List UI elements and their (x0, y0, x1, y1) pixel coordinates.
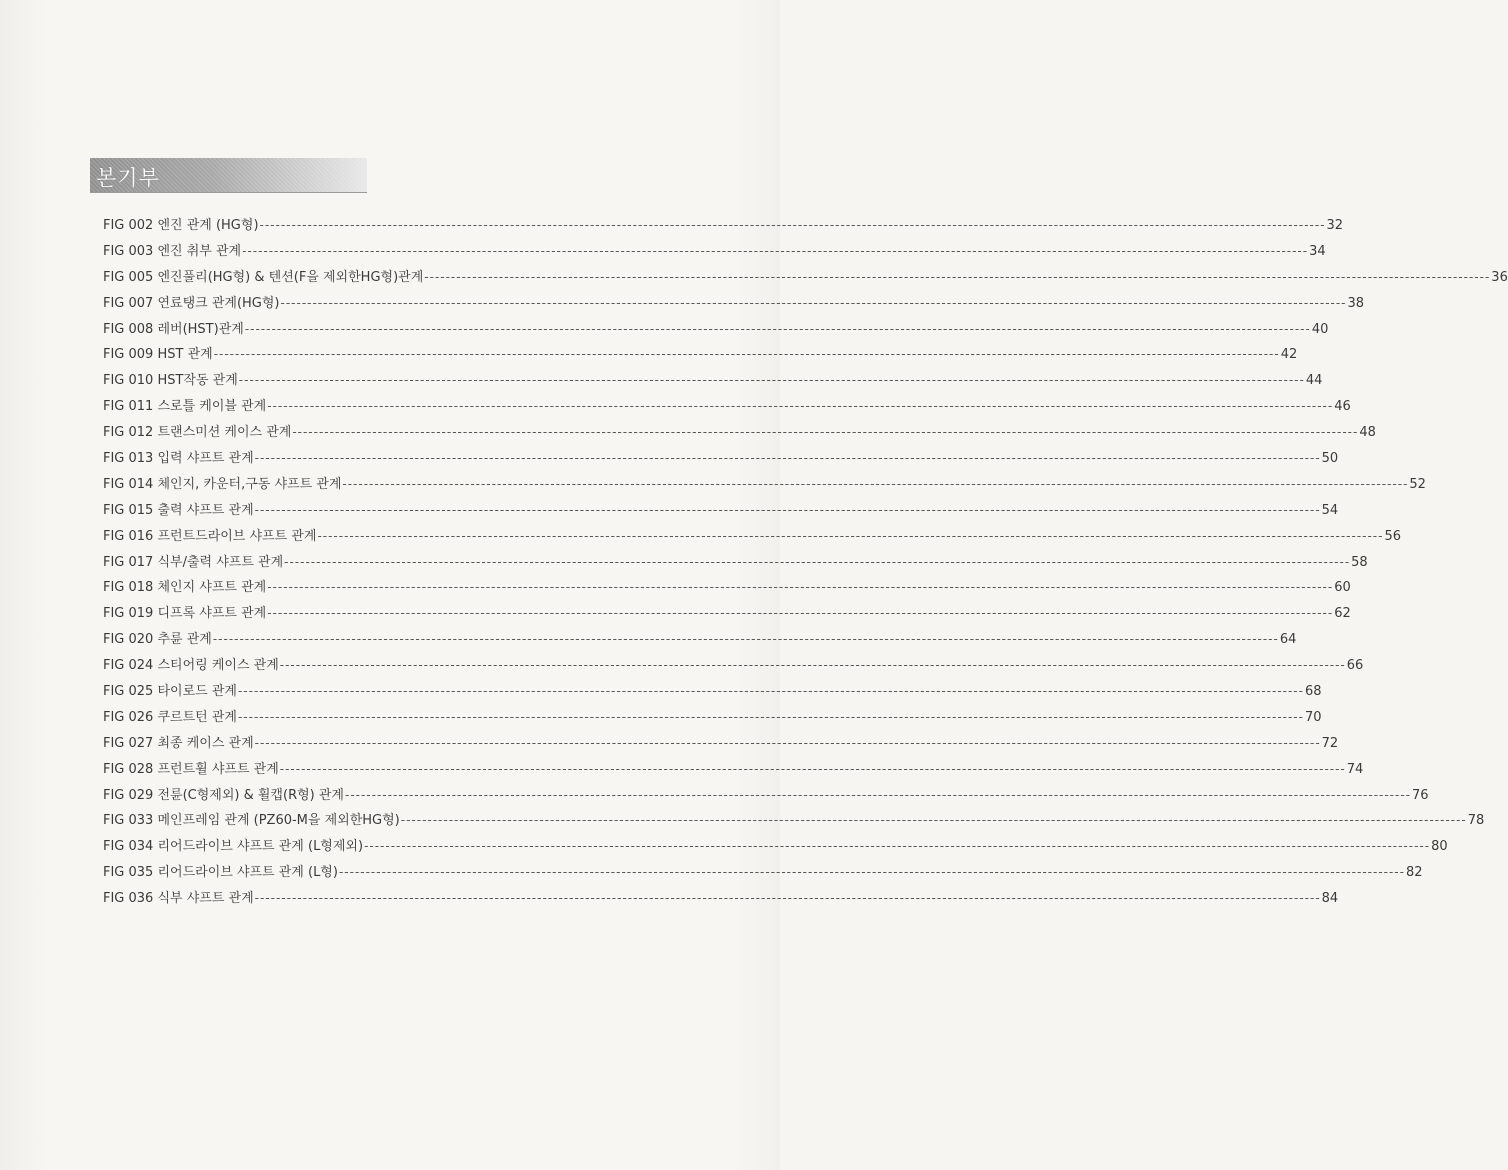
toc-entry-page-number: 76 (1412, 787, 1429, 803)
toc-entry[interactable] (103, 265, 1508, 291)
toc-entry-label: FIG 029 전륜(C형제외) & 휠캡(R형) 관계 (103, 787, 344, 803)
toc-entry-label: FIG 007 연료탱크 관계(HG형) (103, 295, 280, 311)
toc-entry-page-number: 68 (1304, 684, 1322, 700)
toc-dot-leader: -------------------------------------------------------------------------------------------------------------------------------------------------------------------------------------------------------- (254, 735, 1321, 750)
toc-entry-label: FIG 008 레버(HST)관계 (103, 321, 244, 337)
toc-entry-label: FIG 026 쿠르트턴 관계 (103, 709, 237, 725)
toc-entry-label: FIG 005 엔진풀리(HG형) & 텐션(F을 제외한HG형)관계 (103, 269, 424, 285)
toc-dot-leader: -------------------------------------------------------------------------------------------------------------------------------------------------------------------------------------------------------- (284, 554, 1351, 569)
toc-entry-label: FIG 020 추륜 관계 (103, 632, 212, 648)
toc-entry[interactable] (103, 627, 1297, 653)
toc-dot-leader: -------------------------------------------------------------------------------------------------------------------------------------------------------------------------------------------------------- (238, 373, 1305, 388)
toc-entry-page-number: 78 (1467, 813, 1485, 829)
toc-entry-page-number: 46 (1334, 399, 1351, 415)
toc-entry[interactable] (103, 550, 1368, 576)
toc-entry-page-number: 36 (1491, 269, 1508, 285)
toc-entry-label: FIG 025 타이로드 관계 (103, 684, 237, 700)
toc-entry-label: FIG 015 출력 샤프트 관계 (103, 502, 254, 518)
toc-entry-page-number: 52 (1409, 476, 1426, 492)
toc-entry-label: FIG 012 트랜스미션 케이스 관계 (103, 425, 292, 441)
toc-dot-leader: -------------------------------------------------------------------------------------------------------------------------------------------------------------------------------------------------------- (279, 761, 1346, 776)
toc-dot-leader: -------------------------------------------------------------------------------------------------------------------------------------------------------------------------------------------------------- (364, 839, 1431, 854)
toc-entry-page-number: 32 (1326, 218, 1344, 233)
toc-dot-leader: -------------------------------------------------------------------------------------------------------------------------------------------------------------------------------------------------------- (242, 243, 1309, 258)
toc-entry-page-number: 34 (1309, 243, 1326, 259)
toc-dot-leader: -------------------------------------------------------------------------------------------------------------------------------------------------------------------------------------------------------- (279, 658, 1346, 673)
toc-entry-label: FIG 035 리어드라이브 샤프트 관계 (L형) (103, 865, 338, 881)
toc-entry[interactable] (103, 834, 1448, 860)
toc-entry-label: FIG 010 HST작동 관계 (103, 373, 238, 389)
toc-dot-leader: -------------------------------------------------------------------------------------------------------------------------------------------------------------------------------------------------------- (344, 787, 1411, 802)
toc-entry[interactable] (103, 524, 1401, 550)
toc-entry[interactable] (103, 601, 1351, 627)
toc-entry[interactable] (103, 705, 1322, 731)
toc-entry-page-number: 82 (1405, 865, 1423, 881)
toc-entry-page-number: 60 (1334, 580, 1351, 596)
toc-dot-leader: -------------------------------------------------------------------------------------------------------------------------------------------------------------------------------------------------------- (237, 709, 1304, 724)
toc-dot-leader: -------------------------------------------------------------------------------------------------------------------------------------------------------------------------------------------------------- (237, 684, 1304, 699)
toc-dot-leader: -------------------------------------------------------------------------------------------------------------------------------------------------------------------------------------------------------- (267, 580, 1334, 595)
toc-entry-label: FIG 014 체인지, 카운터,구동 샤프트 관계 (103, 476, 342, 492)
toc-entry-label: FIG 033 메인프레임 관계 (PZ60-M을 제외한HG형) (103, 813, 400, 829)
toc-entry[interactable] (103, 731, 1339, 757)
toc-dot-leader: -------------------------------------------------------------------------------------------------------------------------------------------------------------------------------------------------------- (254, 891, 1321, 906)
section-header (90, 158, 367, 193)
toc-entry[interactable] (103, 808, 1485, 834)
toc-entry[interactable] (103, 498, 1339, 524)
toc-entry-label: FIG 034 리어드라이브 샤프트 관계 (L형제외) (103, 839, 364, 855)
toc-dot-leader: -------------------------------------------------------------------------------------------------------------------------------------------------------------------------------------------------------- (267, 399, 1334, 414)
toc-entry-label: FIG 018 체인지 샤프트 관계 (103, 580, 267, 596)
toc-dot-leader: -------------------------------------------------------------------------------------------------------------------------------------------------------------------------------------------------------- (244, 321, 1311, 336)
toc-entry-label: FIG 017 식부/출력 샤프트 관계 (103, 554, 284, 570)
toc-entry-label: FIG 024 스티어링 케이스 관계 (103, 658, 279, 674)
toc-entry-page-number: 62 (1334, 606, 1351, 622)
toc-dot-leader: -------------------------------------------------------------------------------------------------------------------------------------------------------------------------------------------------------- (280, 295, 1347, 310)
toc-entry[interactable] (103, 420, 1376, 446)
toc-entry-page-number: 70 (1304, 709, 1322, 725)
toc-entry[interactable] (103, 239, 1326, 265)
toc-dot-leader: -------------------------------------------------------------------------------------------------------------------------------------------------------------------------------------------------------- (424, 269, 1491, 284)
toc-entry[interactable] (103, 783, 1429, 809)
toc-entry[interactable] (103, 368, 1323, 394)
toc-dot-leader: -------------------------------------------------------------------------------------------------------------------------------------------------------------------------------------------------------- (292, 425, 1359, 440)
toc-dot-leader: -------------------------------------------------------------------------------------------------------------------------------------------------------------------------------------------------------- (259, 218, 1326, 232)
toc-entry-page-number: 50 (1321, 451, 1339, 467)
toc-entry[interactable] (103, 342, 1298, 368)
toc-entry[interactable] (103, 886, 1339, 912)
toc-entry-label: FIG 027 최종 케이스 관계 (103, 735, 254, 751)
toc-dot-leader: -------------------------------------------------------------------------------------------------------------------------------------------------------------------------------------------------------- (212, 632, 1279, 647)
toc-entry[interactable] (103, 213, 1344, 239)
toc-entry[interactable] (103, 472, 1426, 498)
toc-entry[interactable] (103, 291, 1365, 317)
toc-entry[interactable] (103, 860, 1423, 886)
toc-entry-page-number: 48 (1359, 425, 1376, 441)
toc-entry-label: FIG 002 엔진 관계 (HG형) (103, 218, 259, 233)
toc-entry-page-number: 40 (1311, 321, 1329, 337)
toc-entry[interactable] (103, 653, 1364, 679)
toc-entry-page-number: 80 (1431, 839, 1448, 855)
toc-entry-page-number: 54 (1321, 502, 1339, 518)
toc-entry[interactable] (103, 446, 1339, 472)
toc-entry-page-number: 58 (1351, 554, 1368, 570)
toc-entry-label: FIG 019 디프록 샤프트 관계 (103, 606, 267, 622)
toc-dot-leader: -------------------------------------------------------------------------------------------------------------------------------------------------------------------------------------------------------- (317, 528, 1384, 543)
toc-entry[interactable] (103, 317, 1329, 343)
toc-entry-label: FIG 028 프런트휠 샤프트 관계 (103, 761, 279, 777)
toc-dot-leader: -------------------------------------------------------------------------------------------------------------------------------------------------------------------------------------------------------- (338, 865, 1405, 880)
toc-dot-leader: -------------------------------------------------------------------------------------------------------------------------------------------------------------------------------------------------------- (342, 476, 1409, 491)
toc-dot-leader: -------------------------------------------------------------------------------------------------------------------------------------------------------------------------------------------------------- (400, 813, 1467, 828)
toc-dot-leader: -------------------------------------------------------------------------------------------------------------------------------------------------------------------------------------------------------- (213, 347, 1280, 362)
toc-entry-page-number: 42 (1280, 347, 1298, 363)
toc-entry-label: FIG 011 스로틀 케이블 관계 (103, 399, 267, 415)
toc-entry-page-number: 66 (1346, 658, 1364, 674)
toc-entry-page-number: 72 (1321, 735, 1339, 751)
toc-entry-label: FIG 036 식부 샤프트 관계 (103, 891, 254, 907)
toc-entry[interactable] (103, 679, 1322, 705)
toc-entry-page-number: 38 (1347, 295, 1365, 311)
toc-entry-label: FIG 013 입력 샤프트 관계 (103, 451, 254, 467)
toc-entry[interactable] (103, 757, 1364, 783)
toc-entry-label: FIG 003 엔진 취부 관계 (103, 243, 242, 259)
toc-entry[interactable] (103, 575, 1351, 601)
toc-entry-page-number: 84 (1321, 891, 1339, 907)
toc-entry[interactable] (103, 394, 1351, 420)
section-title: 본기부 (96, 166, 160, 190)
toc-dot-leader: -------------------------------------------------------------------------------------------------------------------------------------------------------------------------------------------------------- (254, 502, 1321, 517)
toc-entry-page-number: 56 (1384, 528, 1401, 544)
toc-entry-label: FIG 009 HST 관계 (103, 347, 213, 363)
toc-entry-label: FIG 016 프런트드라이브 샤프트 관계 (103, 528, 317, 544)
table-of-contents (103, 213, 1508, 912)
toc-dot-leader: -------------------------------------------------------------------------------------------------------------------------------------------------------------------------------------------------------- (267, 606, 1334, 621)
toc-entry-page-number: 64 (1279, 632, 1297, 648)
toc-dot-leader: -------------------------------------------------------------------------------------------------------------------------------------------------------------------------------------------------------- (254, 451, 1321, 466)
toc-entry-page-number: 44 (1305, 373, 1323, 389)
toc-entry-page-number: 74 (1346, 761, 1364, 777)
